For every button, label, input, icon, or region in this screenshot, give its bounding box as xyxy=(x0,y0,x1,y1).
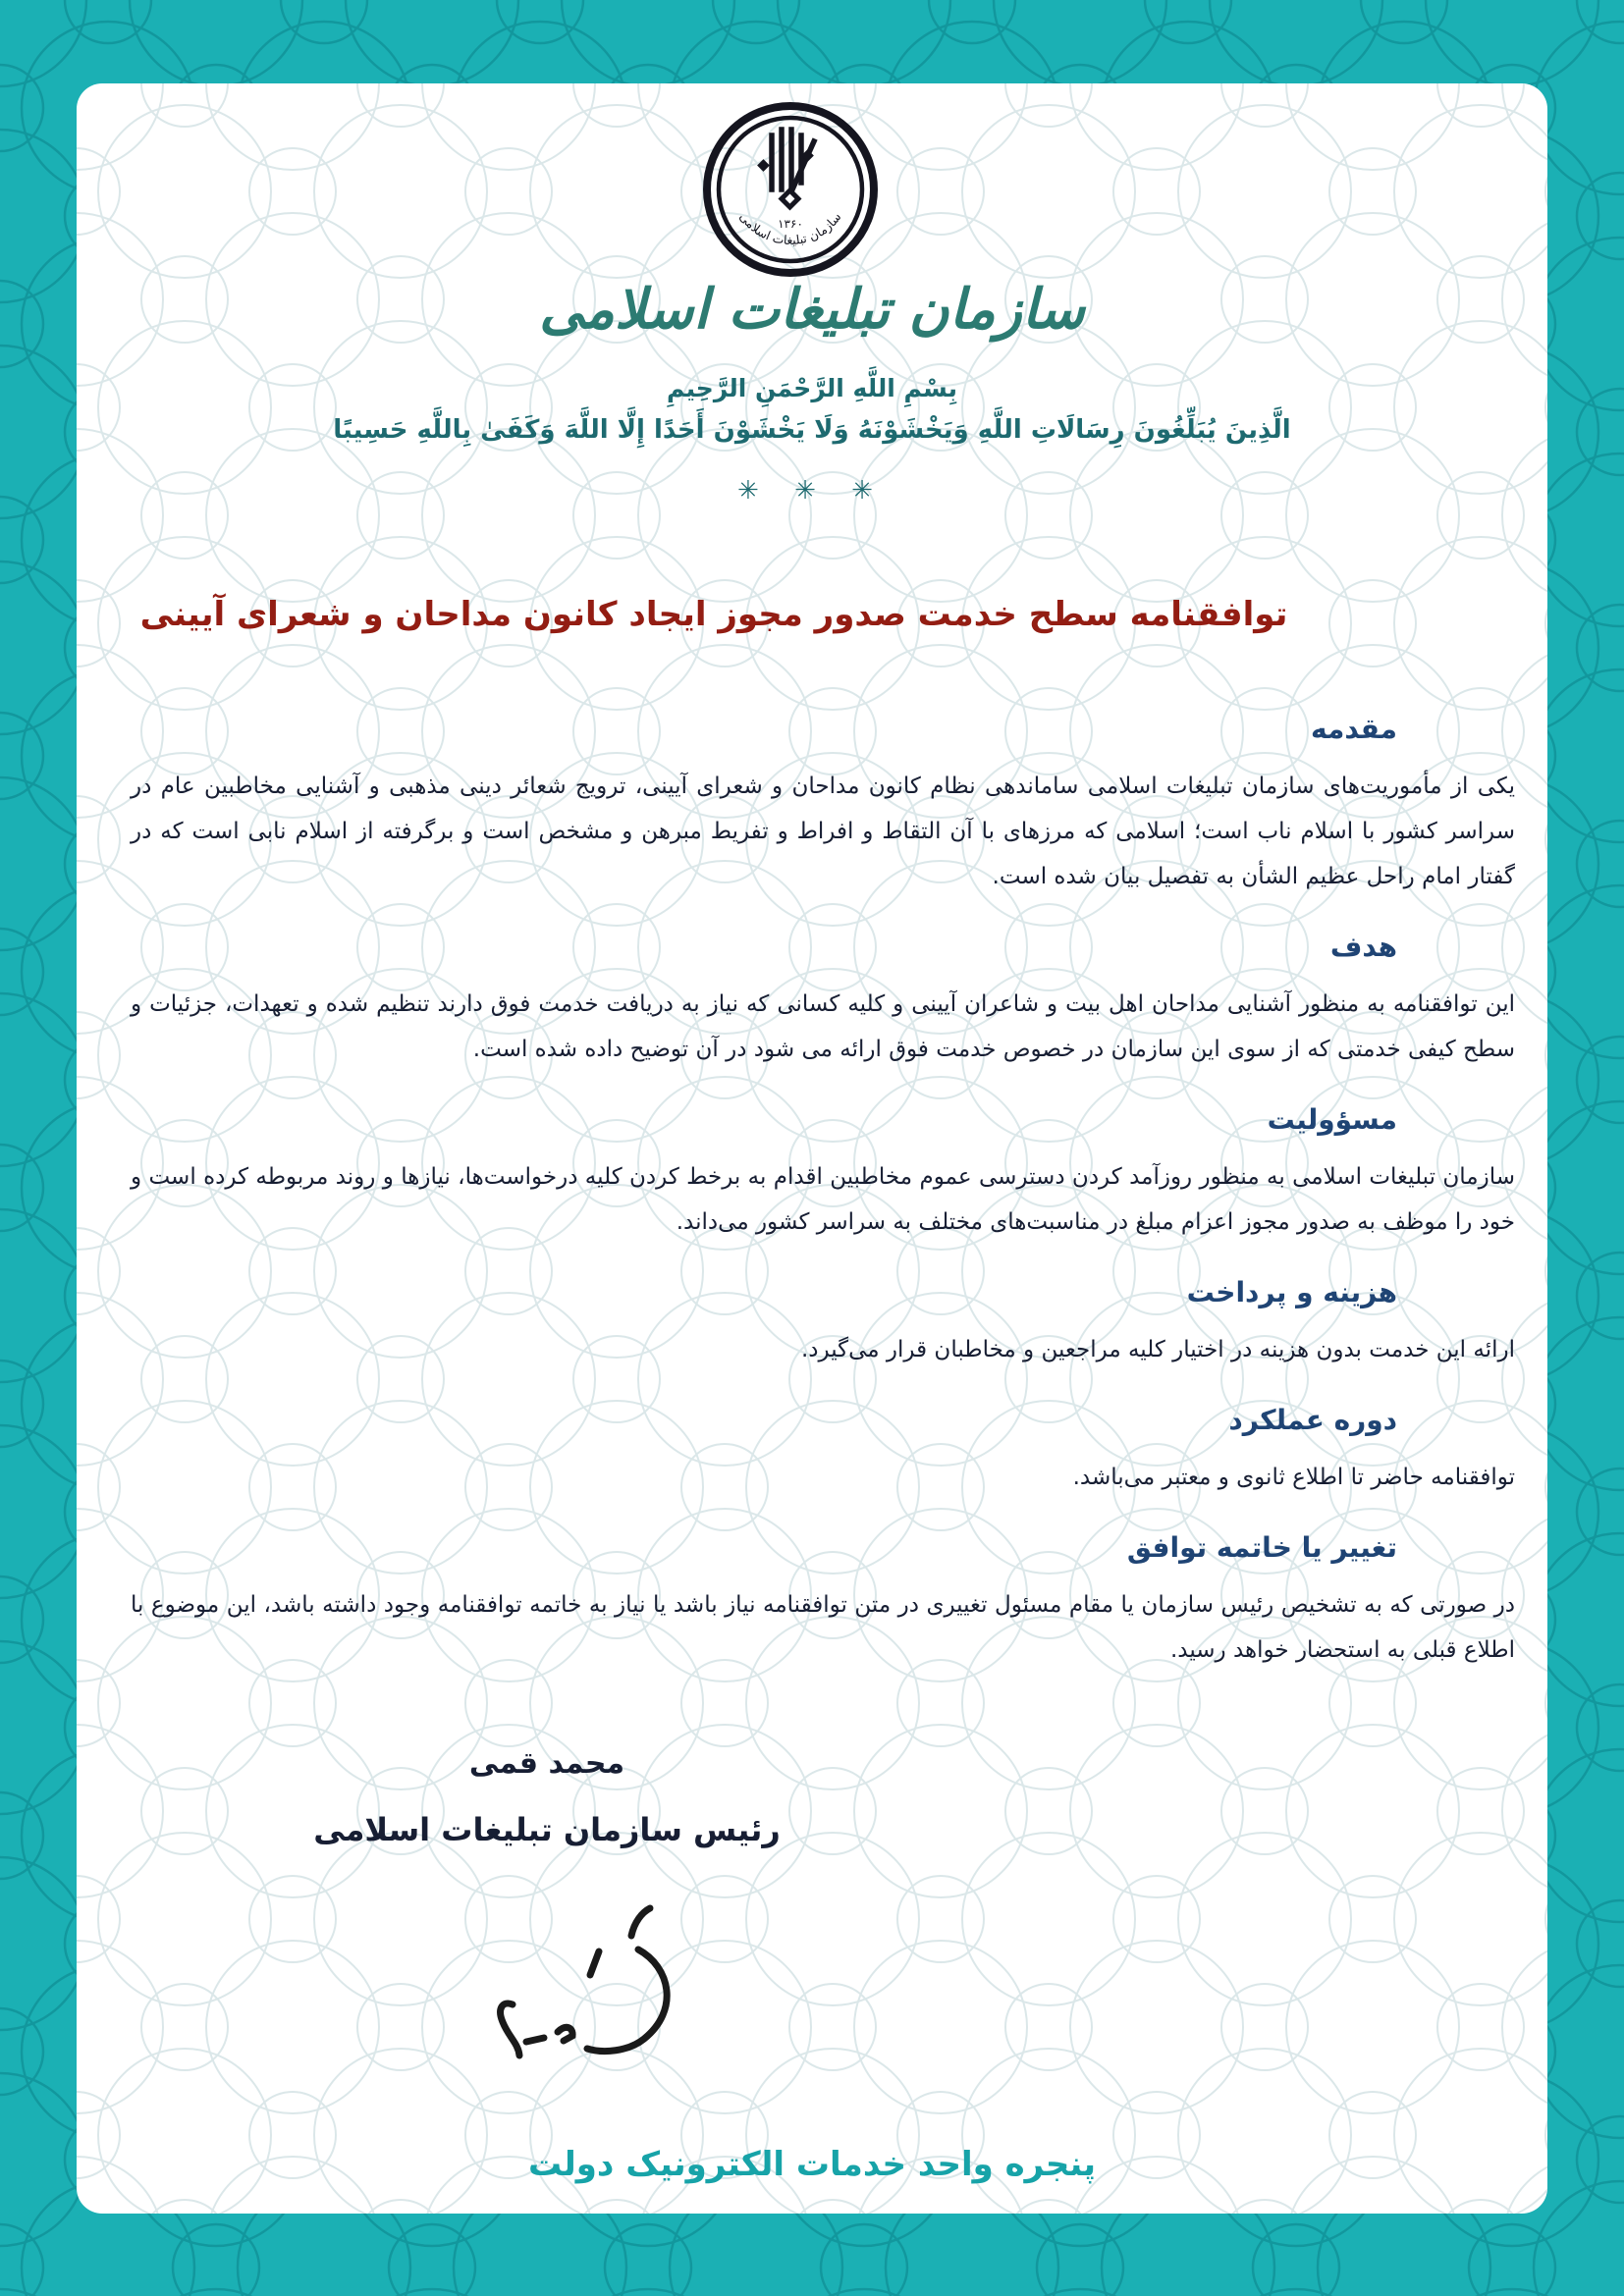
section-body: یکی از مأموریت‌های سازمان تبلیغات اسلامی ساماندهی نظام کانون مداحان و شعرای آیینی، ترویج شعائر دینی مذهبی و آشنایی مخاطبین عام در سراسر کشور با اسلام ناب است؛ اسلامی که مرزهای با آن التقاط و افراط و تفریط مبرهن و مشخص است و برگرفته از اسلام نابی است که در گفتار امام راحل عظیم الشأن به تفصیل بیان شده است. xyxy=(131,774,1515,889)
document-card xyxy=(77,83,1547,2214)
organization-logo xyxy=(697,96,884,283)
section-body: توافقنامه حاضر تا اطلاع ثانوی و معتبر می‌باشد. xyxy=(1072,1465,1515,1490)
signature-block xyxy=(252,1744,841,1850)
sections-container xyxy=(131,713,1515,1704)
quran-verse-line: الَّذِینَ یُبَلِّغُونَ رِسَالَاتِ اللَّهِ وَیَخْشَوْنَهُ وَلَا یَخْشَوْنَ أَحَدًا إِلَّا اللَّهَ وَکَفَىٰ بِاللَّهِ حَسِیبًا xyxy=(333,415,1291,445)
section-moghadame xyxy=(131,713,1515,899)
section-dore-amalkard xyxy=(131,1404,1515,1500)
organization-calligraphy: سازمان تبلیغات اسلامی xyxy=(539,278,1085,342)
document-title: توافقنامه سطح خدمت صدور مجوز ایجاد کانون مداحان و شعرای آیینی xyxy=(139,594,1288,634)
section-body: در صورتی که به تشخیص رئیس سازمان یا مقام مسئول تغییری در متن توافقنامه نیاز باشد یا نیاز به خاتمه توافقنامه وجود داشته باشد، این موضوع با اطلاع قبلی به استحضار خواهد رسید. xyxy=(131,1592,1515,1663)
section-body: سازمان تبلیغات اسلامی به منظور روزآمد کردن دسترسی عموم مخاطبین اقدام به برخط کردن کلیه درخواست‌ها، نیازها و روند مربوطه کرده است و خود را موظف به صدور مجوز اعزام مبلغ در مناسبت‌های مختلف به سراسر کشور می‌داند. xyxy=(131,1164,1515,1235)
allah-emblem-icon xyxy=(697,96,884,283)
logo-arc-text: سازمان تبلیغات اسلامی xyxy=(736,209,844,247)
section-hazine-pardakht xyxy=(131,1276,1515,1372)
section-heading: مسؤولیت xyxy=(1267,1103,1397,1136)
section-body: این توافقنامه به منظور آشنایی مداحان اهل بیت و شاعران آیینی و کلیه کسانی که نیاز به دریافت خدمت فوق دارند تنظیم شده و تعهدات، جزئیات و سطح کیفی خدمتی که از سوی این سازمان در خصوص خدمت فوق ارائه می شود در آن توضیح داده شده است. xyxy=(131,991,1515,1062)
section-masouliat xyxy=(131,1103,1515,1245)
section-hadaf xyxy=(131,931,1515,1072)
signatory-name: محمد قمی xyxy=(468,1746,625,1781)
section-taghir-khateme xyxy=(131,1531,1515,1673)
bismillah-line: بِسْمِ اللَّهِ الرَّحْمَنِ الرَّحِیمِ xyxy=(667,374,957,402)
signatory-title: رئیس سازمان تبلیغات اسلامی xyxy=(313,1811,781,1848)
section-heading: هدف xyxy=(1329,931,1397,963)
footer-text: پنجره واحد خدمات الکترونیک دولت xyxy=(528,2145,1096,2184)
section-heading: دوره عملکرد xyxy=(1228,1404,1397,1436)
handwritten-signature xyxy=(442,1885,717,2110)
section-body: ارائه این خدمت بدون هزینه در اختیار کلیه مراجعین و مخاطبان قرار می‌گیرد. xyxy=(801,1337,1515,1362)
section-heading: هزینه و پرداخت xyxy=(1186,1276,1397,1308)
section-heading: تغییر یا خاتمه توافق xyxy=(1126,1531,1397,1564)
logo-year: ۱۳۶۰ xyxy=(778,217,803,231)
asterisk-separator: ✳ ✳ ✳ xyxy=(737,476,887,506)
section-heading: مقدمه xyxy=(1311,713,1397,745)
